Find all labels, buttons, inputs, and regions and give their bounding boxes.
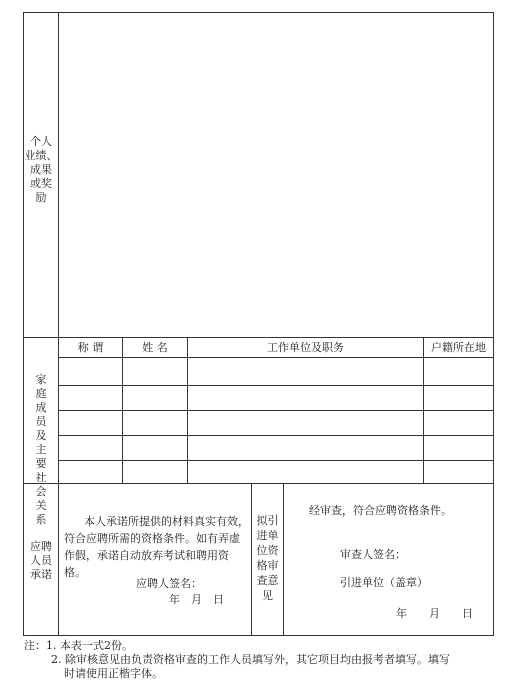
review-opinion: 经审查，符合应聘资格条件。	[309, 504, 452, 517]
note-item-1: 1. 本表一式2份。	[46, 639, 133, 652]
note-line-3	[24, 667, 494, 681]
family-row-1[interactable]	[59, 358, 493, 385]
form-notes	[24, 639, 494, 681]
family-row-4[interactable]	[59, 436, 493, 460]
family-label: 家 庭 成 员 及 主 要 社 会 关 系	[35, 373, 47, 526]
application-form	[23, 12, 494, 636]
family-row-3[interactable]	[59, 411, 493, 435]
note-item-3: 时请使用正楷字体。	[64, 667, 163, 680]
pledge-signature-label: 应聘人签名：	[136, 577, 202, 590]
family-row-2[interactable]	[59, 386, 493, 410]
achievements-field[interactable]	[59, 13, 493, 337]
pledge-label: 应聘 人员 承诺	[30, 540, 52, 581]
note-line-1	[24, 639, 494, 653]
reviewer-signature-label[interactable]: 审查人签名：	[340, 548, 406, 561]
pledge-text: 本人承诺所提供的材料真实有效，符合应聘所需的资格条件。如有弄虚作假，承诺自动放弃考试和聘用资格。	[64, 515, 249, 579]
review-divider-right	[283, 483, 284, 635]
pledge-date-label[interactable]: 年 月 日	[169, 593, 224, 606]
note-item-2: 2. 除审核意见由负责资格审查的工作人员填写外，其它项目均由报考者填写。填写	[51, 653, 450, 666]
family-header-relation: 称 谓	[77, 341, 104, 354]
review-unit-label: 引进单位（盖章）	[340, 576, 428, 589]
review-label: 拟引 进单 位资 格审 查意 见	[256, 514, 279, 602]
family-header-work-unit: 工作单位及职务	[267, 341, 344, 354]
family-header-name: 姓 名	[142, 341, 168, 354]
pledge-label-divider	[58, 483, 59, 635]
note-line-2	[24, 653, 494, 667]
family-header-residence: 户籍所在地	[431, 341, 486, 354]
notes-prefix: 注：	[24, 639, 46, 652]
family-row-5[interactable]	[59, 461, 493, 483]
section-divider-2	[24, 483, 493, 484]
review-date-label[interactable]: 年 月 日	[396, 607, 473, 620]
achievements-label: 个人 业绩、 成果 或奖 励	[24, 135, 58, 204]
pledge-box	[64, 513, 250, 581]
